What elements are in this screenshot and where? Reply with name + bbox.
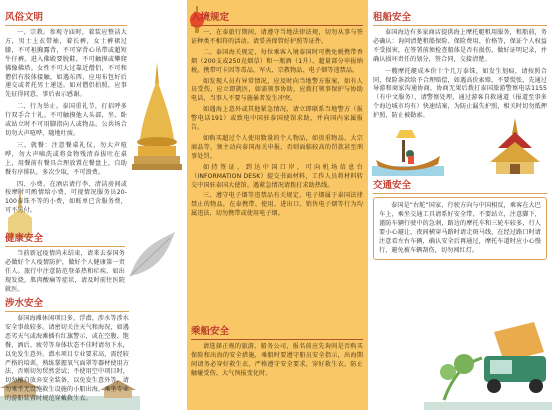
- section-title: 健康安全: [5, 233, 44, 244]
- paragraph: 一艘摩托艇成本价十个几万泰铢，如发生划痕，请按照合同，保险条款给予合理赔偿，如遇高价索赔，不要慌张，先通过导游和商家沟通协商，协商无果后拨打泰国旅游警察电话1155（有中文服务），请警察处理，通过游客自救通道（报道至事多个海边城市均有）快速结案，为防止漏失护照，相关时切勿抵押护照，防止被勒索。: [373, 67, 547, 120]
- paragraph: 一、在泰旅行期间，请遵守当地法律法规，切勿从事与签证种类不相符的活动。请妥善保管好护照等证件。: [191, 29, 363, 45]
- paragraph: 如发现人员有异常情况，应及时向当地警方报案，如有人员受伤，应立即就医，如需领事协助，应拨打领事保护与协助电话，当事人不要与施暴者发生冲突。: [191, 77, 363, 103]
- paragraph: 三、就餐：注意餐桌礼仪，勿大声喧哗，勿大声嘀洗或将食物残渣吞拔吐在桌上，用餐前有餐具合理放置在餐盘上，自助餐有序排队，多次少取，不可浪费。: [5, 141, 127, 176]
- lotus-leaf-icon: [120, 226, 180, 286]
- paragraph: 四、小费。在酒店请行李、清洁房间或按摩时可酌情给小费，可视情况服务员20-100泰铢不等的小费，如账单已含服务费，可不另付。: [5, 180, 127, 215]
- paragraph: 当前新冠疫情尚未结束，请来去泰国务必做好个人疫情防护，做好个人健康第一责任人。旅行中注意防范登革热和疟疾，如出现发烧，肌肉酸痛等症状，请及时前往医院就医。: [5, 250, 125, 293]
- traffic-info-box: [373, 197, 547, 260]
- paragraph: 二、泰国海关规定，每位乘客入境泰国时可携免税携带香烟（200支或250克烟草）和一瓶酒（1升）。超量部分申报纳税。携带可卡因等毒品、军火、宗教物品、电子烟等违禁品。: [191, 48, 363, 74]
- title-underline: [191, 25, 363, 26]
- pagoda-illustration: [480, 118, 550, 176]
- paragraph: 三、遵守电子烟等违禁品有关规定，电子烟属于泰国法律禁止的物品，在泰携带、使用、进出口、销售电子烟等行为均属违法，切勿携带或使用电子烟。: [191, 192, 363, 218]
- golden-chedi-icon: [132, 62, 182, 192]
- boat-safety-section: [191, 323, 363, 381]
- title-underline: [5, 246, 125, 247]
- health-section: [5, 230, 125, 299]
- left-panel: [0, 0, 187, 410]
- title-underline: [373, 25, 547, 26]
- boat-rental-section: [373, 9, 547, 124]
- title-underline: [5, 311, 129, 312]
- paragraph: 请选择正规的旅游、船务公司，报名前应先询问是否购买保险和出海的安全措施，乘船时要遵守船员安全指示，出海期间请务必穿好救生衣，严格遵守安全要求，穿好救生衣、防止触碰受伤、大气预报变化时。: [191, 343, 363, 377]
- section-title: 涉水安全: [5, 298, 44, 309]
- paragraph: 二、行为举止。泰国重礼节，打招呼多行双手合十礼。不可触摸他人头部，坐、卧或站立时不可用脚指向人或物品。公共场合切勿大声喧哗，随地吐痰。: [5, 103, 127, 137]
- longtail-boat-illustration: [372, 118, 444, 176]
- title-underline: [191, 339, 363, 340]
- water-safety-section: [5, 295, 129, 408]
- paragraph: 泰国是“右舵”国家，行驶方向与中国相反，乘客在大巴车上，乘坐交通工具请系好安全带，不要站立，注意脚下，谨防车辆行驶中的急刹，路边的摩托车和三轮车较多，行人要小心避让，夜间横穿马路时请走斑马线，在经过路口时请注意看左右车辆，确认安全后再通过，摩托车道时应小心慢行，避免被车辆刮伤，切勿闯红灯。: [379, 202, 541, 254]
- section-title: 租船安全: [373, 12, 412, 23]
- section-title: 风俗文明: [5, 12, 44, 23]
- section-title: 入境规定: [191, 12, 230, 23]
- paragraph: 如购买超过个人使用数量的个人物品，如贵重物品、大宗商品等，须主动向泰国海关申报，否则面临较高的罚款甚至刑事处罚。: [191, 134, 363, 160]
- traffic-safety-section: [373, 177, 547, 260]
- customs-section: [5, 9, 127, 219]
- center-panel: [187, 0, 368, 410]
- paragraph: 一、宗教。参观寺庙时，着装应整洁大方，男士上衣带袖，着长裤，女士裤裙过膝，不可袒胸露背，不可穿背心吊带或超短牛仔裤。进入佛殿要脱鞋，不可触摸或攀爬佛像佛塔。女性不可大过靠近僧侣，不可和僧侣有肢体接触，如遇东西，应用布包好后递交或者托男士递送。如对僧侣拍照，应事先征得同意，事后表示感谢。: [5, 29, 127, 99]
- right-panel: [368, 0, 552, 410]
- section-title: 乘船安全: [191, 326, 230, 337]
- entry-rules-section: [191, 9, 363, 221]
- tuk-tuk-illustration: [424, 312, 552, 410]
- paragraph: 如遇海上意外或其他紧急情况，请立即联系当地警方（报警电话191）或致电中国驻泰国使馆求助，并向国内家属报告。: [191, 106, 363, 132]
- section-title: 交通安全: [373, 180, 412, 191]
- title-underline: [373, 193, 547, 194]
- paragraph: 泰国海滩休闲项目多，浮潜、涉水等涉水安全事故较多。请密切关注天气和海况，如遇恶劣天气或海滩插有红旗警示，或在空腹、饱餐、酒后、疲劳等身体状态不佳时请勿下水，以免发生意外。潜水项目专业要求高，需经较严格的培训，熟练掌握氧气面罩等器材使用方法，否则切勿贸然尝试；不使用空中项目时，切勿擅自放弃安全装备，以免发生意外等，请勿乘坐无设施救生设施的小船出海，乘坐专业的游船装置时规范穿戴救生衣。: [5, 315, 129, 403]
- paragraph: 如持签证，到达中国口岸，可向机场信息台（INFORMATION DESK）提交书面材料，工作人员将材料转交中国驻泰国大使馆。遇紧急情况请拨打求助热线。: [191, 163, 363, 189]
- paragraph: 泰国海边有多家商店提供海上摩托艇租用服务，租船前，务必确认：询问清楚租船保险、保险费用、价格等，保证个人权益不受损害，在签署前须检查船体是否有损伤，做好证明记录，并确认损坏责任的划分，签合同，交接清楚。: [373, 29, 547, 63]
- title-underline: [5, 25, 127, 26]
